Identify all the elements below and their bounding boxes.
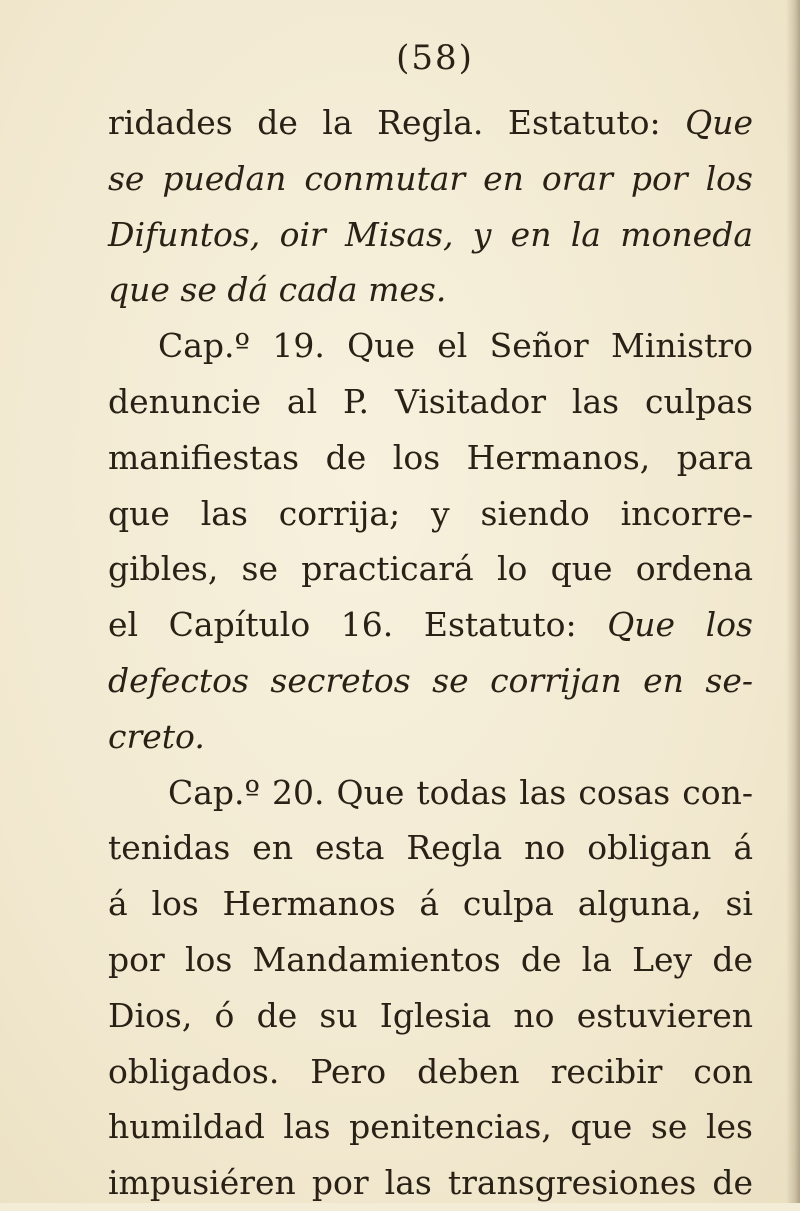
text-line: humildad las penitencias, que se les <box>108 1107 753 1147</box>
text-line: tenidas en esta Regla no obligan á <box>108 828 753 868</box>
paragraph-start-line: Cap.º 19. Que el Señor Ministro <box>158 326 753 366</box>
page-edge-shadow <box>786 0 800 1203</box>
text-line: defectos secretos se corrijan en se- <box>108 660 753 700</box>
text-line: obligados. Pero deben recibir con <box>108 1051 753 1091</box>
paragraph-start-line: Cap.º 20. Que todas las cosas con- <box>168 772 753 812</box>
text-line: se puedan conmutar en orar por los <box>108 158 753 198</box>
text-line: creto. <box>108 716 205 756</box>
text-line: que se dá cada mes. <box>108 270 447 310</box>
text-line: impusiéren por las transgresiones de <box>108 1163 753 1203</box>
text-line: que las corrija; y siendo incorre- <box>108 493 753 533</box>
text-line: ridades de la Regla. Estatuto: Que <box>108 103 753 142</box>
body-text <box>108 95 753 1211</box>
text-line: el Capítulo 16. Estatuto: Que los <box>108 605 753 645</box>
text-line: á los Hermanos á culpa alguna, si <box>108 884 753 924</box>
text-line: gibles, se practicará lo que ordena <box>108 549 753 589</box>
text-line: manifiestas de los Hermanos, para <box>108 437 753 477</box>
page-number: (58) <box>396 38 474 78</box>
text-line: denuncie al P. Visitador las culpas <box>108 381 753 421</box>
text-line: por los Mandamientos de la Ley de <box>108 939 753 979</box>
text-line: Dios, ó de su Iglesia no estuvieren <box>108 995 753 1035</box>
text-line: Difuntos, oir Misas, y en la moneda <box>108 214 753 254</box>
